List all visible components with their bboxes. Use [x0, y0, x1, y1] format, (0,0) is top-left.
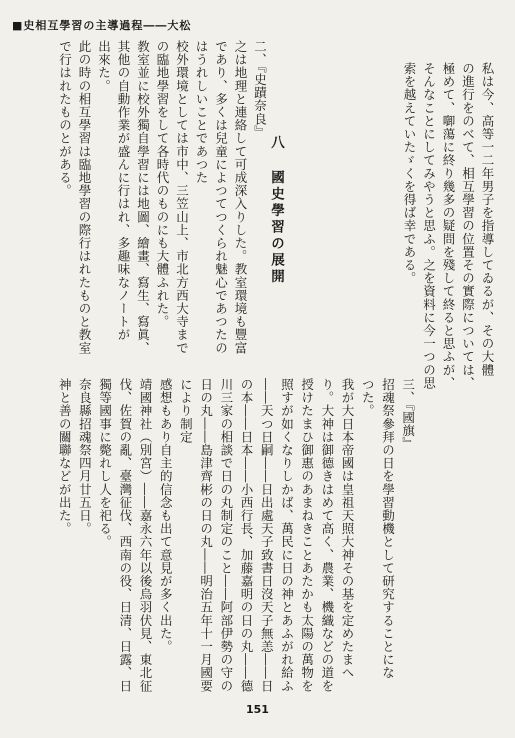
text-line: 校外環境としては市中、三笠山上、市北方西大寺まで — [174, 40, 190, 355]
text-line: 日の丸――島津齊彬の日の丸――明治五年十一月國要 — [198, 378, 214, 693]
header-title: 史相互學習の主導過程――大松 — [23, 19, 192, 32]
text-line: 出來た。 — [96, 40, 112, 93]
text-line: 神と善の關聯などが出た。 — [57, 378, 73, 536]
text-line: 招魂祭參拜の日を學習動機として研究することにな — [380, 378, 396, 680]
text-line: 私は今、高等一二年男子を指導してゐるが、その大體 — [480, 62, 495, 377]
text-line: そんなことにしてみやうと思ふ。之を資料に今一つの思 — [421, 62, 437, 390]
text-line: 獨等國事に斃れし人を祀る。 — [97, 378, 113, 549]
text-line: 此の時の相互學習は臨地學習の際行はれたものと教室 — [77, 40, 92, 355]
chapter-number: 八 — [268, 135, 284, 152]
text-line: 教室並に校外獨自學習には地圖、繪畫、寫生、寫眞、 — [135, 40, 151, 355]
text-line: 授けたまひ御惠のあまねきことあたかも太陽の萬物を — [299, 378, 315, 693]
section-heading: 二、『史蹟奈良』 — [252, 40, 268, 139]
text-line: 感想もあり自主的信念も出て意見が多く出た。 — [158, 378, 174, 654]
section-heading: 三、『國旗』 — [400, 378, 416, 451]
text-line: 川三家の相談で日の丸制定のこと――阿部伊勢の守の — [218, 378, 234, 693]
text-line: 伐、佐賀の亂、臺灣征伐、西南の役、日清、日露、日 — [117, 378, 133, 693]
text-line: の臨地學習をして各時代のものにも大體ふれた。 — [155, 40, 170, 329]
section-nara — [55, 40, 270, 355]
text-line: つた。 — [360, 378, 376, 418]
text-line: 極めて、啣蕩に終り幾多の疑問を殘して終ると思ふが、 — [441, 62, 456, 390]
text-line: であり、多くは兒童によつてつくられ魅心であつたの — [213, 40, 229, 355]
header-marker: ■ — [12, 19, 24, 32]
text-line: により制定 — [178, 378, 194, 444]
text-line: 照すが如くなりしかば、萬民に日の神とあふがれ給ふ — [279, 378, 295, 693]
text-line: 之は地理と連絡して可成深入りした。教室環境も豐富 — [233, 40, 248, 355]
chapter-title: 國史學習の展開 — [268, 169, 284, 285]
running-header — [12, 17, 191, 33]
section-national-flag — [54, 378, 418, 693]
page-number: 151 — [246, 703, 269, 716]
text-line: 我が大日本帝國は皇祖天照大神その基を定めたまへ — [340, 378, 356, 680]
text-line: 奈良縣招魂祭四月廿五日。 — [77, 378, 93, 536]
text-line: 靖國神社（別宮）――嘉永六年以後烏羽伏見、東北征 — [138, 378, 154, 693]
text-line: で行はれたものとがある。 — [57, 40, 73, 198]
text-line: 索を越えていたゞくを得ば幸である。 — [402, 62, 417, 285]
intro-paragraph — [400, 62, 498, 390]
text-line: 其他の自動作業が盛んに行はれ、多趣味なノートが — [116, 40, 131, 342]
text-line: ――天つ日嗣――日出處天子致書日沒天子無恙――日 — [259, 378, 275, 693]
text-line: り。大神は御德きはめて高く、農業、機織などの道を — [319, 378, 335, 693]
text-line: の本――日本――小西行長、加藤嘉明の日の丸――德 — [239, 378, 255, 693]
text-line: の進行をのべて、相互學習の位置その實際については、 — [460, 62, 476, 390]
text-line: はうれしいことであつた — [194, 40, 209, 185]
